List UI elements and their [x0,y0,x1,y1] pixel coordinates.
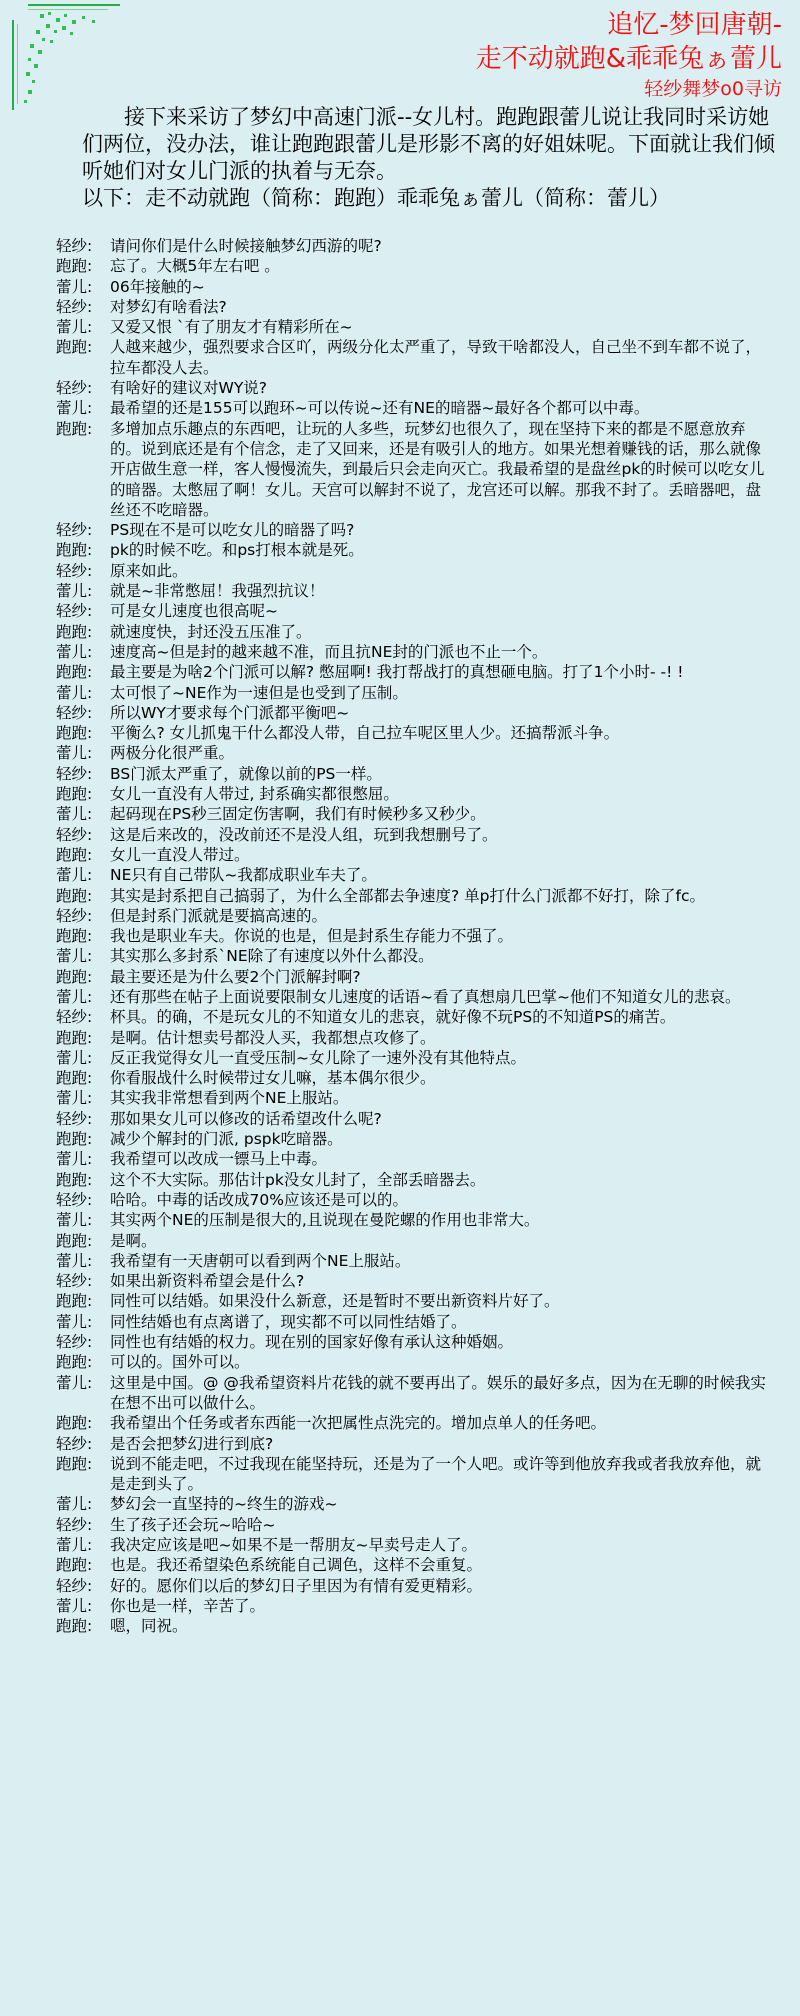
speaker-label: 轻纱: [56,521,93,540]
speaker-label: 蕾儿: [56,1048,93,1067]
speaker-label: 蕾儿: [56,1495,93,1514]
speaker-label: 轻纱: [56,602,93,621]
intro-paragraph [82,104,782,212]
dialogue-line [56,1434,776,1454]
dialogue-text: 反正我觉得女儿一直受压制~女儿除了一速外没有其他特点。 [110,1048,526,1067]
dialogue-line [56,1190,776,1210]
dialogue-text: 我希望可以改成一镖马上中毒。 [110,1150,328,1169]
dialogue-text: 你也是一样，辛苦了。 [110,1596,266,1615]
dialogue-text: 杯具。的确，不是玩女儿的不知道女儿的悲哀，就好像不玩PS的不知道PS的痛苦。 [110,1008,676,1027]
dialogue-line [56,378,776,398]
speaker-label: 跑跑: [56,541,93,560]
interviewer-credit: 轻纱舞梦o0寻访 [644,78,782,100]
dialogue-line [56,886,776,906]
dialogue-line [56,1413,776,1433]
dialogue-line [56,337,776,378]
dialogue-text: 同性可以结婚。如果没什么新意，还是暂时不要出新资料片好了。 [110,1292,560,1311]
dialogue-line [56,703,776,723]
dialogue-text: 梦幻会一直坚持的~终生的游戏~ [110,1495,338,1514]
speaker-label: 蕾儿: [56,866,93,885]
dialogue-text: 06年接触的~ [110,277,205,296]
dialogue-line [56,601,776,621]
dialogue-line [56,1028,776,1048]
dialogue-line [56,1271,776,1291]
dialogue-line [56,1251,776,1271]
dialogue-line [56,845,776,865]
dialogue-text: 女儿一直没人带过。 [110,845,250,864]
dialogue-text: 起码现在PS秒三固定伤害啊，我们有时候秒多又秒少。 [110,805,486,824]
dialogue-text: 我希望出个任务或者东西能一次把属性点洗完的。增加点单人的任务吧。 [110,1414,607,1433]
speaker-label: 蕾儿: [56,947,93,966]
speaker-label: 蕾儿: [56,1312,93,1331]
dialogue-line [56,317,776,337]
dialogue-text: 所以WY才要求每个门派都平衡吧~ [110,703,350,722]
speaker-label: 蕾儿: [56,582,93,601]
dialogue-text: PS现在不是可以吃女儿的暗器了吗? [110,521,355,540]
dialogue-line [56,926,776,946]
speaker-label: 蕾儿: [56,805,93,824]
dialogue-text: 两极分化很严重。 [110,744,235,763]
dialogue-text: 是啊。 [110,1231,157,1250]
dialogue-text: 有啥好的建议对WY说? [110,379,268,398]
speaker-label: 跑跑: [56,927,93,946]
speaker-label: 跑跑: [56,663,93,682]
speaker-label: 轻纱: [56,1008,93,1027]
speaker-label: 跑跑: [56,724,93,743]
dialogue-text: 女儿一直没有人带过, 封系确实都很憋屈。 [110,785,399,804]
dialogue-text: 嗯，同祝。 [110,1617,188,1636]
speaker-label: 跑跑: [56,622,93,641]
dialogue-text: 其实那么多封系`NE除了有速度以外什么都没。 [110,947,434,966]
dialogue-line [56,256,776,276]
speaker-label: 轻纱: [56,561,93,580]
dialogue-text: 同性也有结婚的权力。现在别的国家好像有承认这种婚姻。 [110,1333,514,1352]
speaker-label: 轻纱: [56,297,93,316]
speaker-label: 跑跑: [56,1170,93,1189]
dialogue-text: 可以的。国外可以。 [110,1353,250,1372]
title-line-1: 追忆-梦回唐朝- [607,10,782,40]
dialogue-line [56,1210,776,1230]
dialogue-text: 平衡么? 女儿抓鬼干什么都没人带，自己拉车呢区里人少。还搞帮派斗争。 [110,724,620,743]
interview-dialogue [56,236,776,1636]
header [0,0,800,110]
speaker-label: 蕾儿: [56,987,93,1006]
intro-abbreviations: 以下：走不动就跑（简称：跑跑）乖乖兔ぁ蕾儿（简称：蕾儿） [82,186,670,210]
speaker-label: 轻纱: [56,1515,93,1534]
speaker-label: 跑跑: [56,1292,93,1311]
dialogue-text: 就速度快，封还没五压准了。 [110,622,312,641]
dialogue-line [56,723,776,743]
dialogue-line [56,906,776,926]
dialogue-line [56,764,776,784]
dialogue-line [56,1494,776,1514]
dialogue-text: 好的。愿你们以后的梦幻日子里因为有情有爱更精彩。 [110,1576,483,1595]
dialogue-line [56,1007,776,1027]
dialogue-text: 最主要是为啥2个门派可以解? 憋屈啊! 我打帮战打的真想砸电脑。打了1个小时- -! ! [110,663,684,682]
speaker-label: 蕾儿: [56,1373,93,1392]
dialogue-line [56,1596,776,1616]
speaker-label: 轻纱: [56,1434,93,1453]
dialogue-line [56,1555,776,1575]
dialogue-text: 就是~非常憋屈！我强烈抗议！ [110,582,325,601]
speaker-label: 跑跑: [56,1231,93,1250]
dialogue-line [56,662,776,682]
speaker-label: 跑跑: [56,1130,93,1149]
dialogue-text: 可是女儿速度也很高呢~ [110,602,278,621]
dialogue-text: pk的时候不吃。和ps打根本就是死。 [110,541,364,560]
dialogue-text: 还有那些在帖子上面说要限制女儿速度的话语~看了真想扇几巴掌~他们不知道女儿的悲哀。 [110,987,741,1006]
dialogue-text: 请问你们是什么时候接触梦幻西游的呢? [110,237,382,255]
dialogue-text: NE只有自己带队~我都成职业车夫了。 [110,866,377,885]
dialogue-text: 这里是中国。@ @我希望资料片花钱的就不要再出了。娱乐的最好多点，因为在无聊的时候我实在想不出可以做什么。 [110,1373,766,1412]
speaker-label: 跑跑: [56,967,93,986]
speaker-label: 蕾儿: [56,399,93,418]
dialogue-line [56,1129,776,1149]
dialogue-line [56,1231,776,1251]
dialogue-line [56,1535,776,1555]
title-line-2: 走不动就跑&乖乖兔ぁ蕾儿 [475,44,782,74]
dialogue-line [56,622,776,642]
dialogue-line [56,1312,776,1332]
speaker-label: 跑跑: [56,1454,93,1473]
dialogue-text: 哈哈。中毒的话改成70%应该还是可以的。 [110,1190,408,1209]
speaker-label: 蕾儿: [56,1150,93,1169]
speaker-label: 轻纱: [56,237,93,255]
speaker-label: 蕾儿: [56,1536,93,1554]
dialogue-line [56,277,776,297]
speaker-label: 跑跑: [56,1069,93,1088]
dialogue-line [56,967,776,987]
dialogue-text: 其实是封系把自己搞弱了，为什么全部都去争速度? 单p打什么门派都不好打，除了fc。 [110,886,705,905]
speaker-label: 轻纱: [56,1190,93,1209]
dialogue-line [56,1149,776,1169]
dialogue-text: 对梦幻有啥看法? [110,297,227,316]
speaker-label: 跑跑: [56,1556,93,1575]
dialogue-line [56,1332,776,1352]
dialogue-text: 最希望的还是155可以跑环~可以传说~还有NE的暗器~最好各个都可以中毒。 [110,399,650,418]
speaker-label: 跑跑: [56,1353,93,1372]
dialogue-line [56,1515,776,1535]
dialogue-line [56,784,776,804]
dialogue-text: 人越来越少，强烈要求合区吖，两级分化太严重了，导致干啥都没人，自己坐不到车都不说了，拉车都没人去。 [110,338,762,377]
speaker-label: 轻纱: [56,1576,93,1595]
dialogue-text: 如果出新资料希望会是什么? [110,1272,305,1291]
dialogue-text: 是啊。估计想卖号都没人买，我都想点攻修了。 [110,1028,436,1047]
speaker-label: 跑跑: [56,419,93,438]
speaker-label: 蕾儿: [56,318,93,337]
dialogue-text: 生了孩子还会玩~哈哈~ [110,1515,276,1534]
dialogue-line [56,540,776,560]
dialogue-text: 你看服战什么时候带过女儿嘛，基本偶尔很少。 [110,1069,436,1088]
dialogue-text: 多增加点乐趣点的东西吧，让玩的人多些，玩梦幻也很久了，现在坚持下来的都是不愿意放弃的。说到底还是有个信念，走了又回来，还是有吸引人的地方。如果光想着赚钱的话，那么就像开店做生意一样，客人慢慢流失，到最后只会走向灭亡。我最希望的是盘丝pk的时候可以吃女儿的暗器。太憋屈了啊！女儿。天宫可以解封不说了，龙宫还可以解。那我不封了。丢暗器吧，盘丝还不吃暗器。 [110,419,765,519]
dialogue-line [56,865,776,885]
dialogue-line [56,743,776,763]
speaker-label: 蕾儿: [56,642,93,661]
dialogue-line [56,987,776,1007]
speaker-label: 蕾儿: [56,1251,93,1270]
dialogue-line [56,825,776,845]
dialogue-line [56,642,776,662]
speaker-label: 蕾儿: [56,1596,93,1615]
speaker-label: 轻纱: [56,764,93,783]
dialogue-text: 这是后来改的，没改前还不是没人组，玩到我想删号了。 [110,825,498,844]
dialogue-line [56,1373,776,1414]
speaker-label: 蕾儿: [56,744,93,763]
speaker-label: 跑跑: [56,785,93,804]
speaker-label: 轻纱: [56,825,93,844]
speaker-label: 跑跑: [56,1414,93,1433]
dialogue-text: 是否会把梦幻进行到底? [110,1434,274,1453]
dialogue-text: 但是封系门派就是要搞高速的。 [110,906,328,925]
speaker-label: 轻纱: [56,1333,93,1352]
dialogue-text: 又爱又恨 `有了朋友才有精彩所在~ [110,318,353,337]
dialogue-line [56,804,776,824]
speaker-label: 蕾儿: [56,683,93,702]
speaker-label: 跑跑: [56,257,93,276]
dialogue-text: 我也是职业车夫。你说的也是，但是封系生存能力不强了。 [110,927,514,946]
speaker-label: 轻纱: [56,906,93,925]
speaker-label: 轻纱: [56,703,93,722]
dialogue-line [56,1454,776,1495]
speaker-label: 轻纱: [56,1109,93,1128]
dialogue-line [56,398,776,418]
speaker-label: 跑跑: [56,845,93,864]
dialogue-text: 太可恨了~NE作为一速但是也受到了压制。 [110,683,408,702]
dialogue-text: 同性结婚也有点离谱了，现实都不可以同性结婚了。 [110,1312,467,1331]
dialogue-line [56,1352,776,1372]
dialogue-text: 也是。我还希望染色系统能自己调色，这样不会重复。 [110,1556,483,1575]
dialogue-line [56,1170,776,1190]
dialogue-line [56,946,776,966]
speaker-label: 蕾儿: [56,1211,93,1230]
dialogue-line [56,236,776,256]
dialogue-text: 我希望有一天唐朝可以看到两个NE上服站。 [110,1251,411,1270]
speaker-label: 蕾儿: [56,1089,93,1108]
dialogue-line [56,1088,776,1108]
dialogue-text: 减少个解封的门派, pspk吃暗器。 [110,1130,343,1149]
dialogue-line [56,1048,776,1068]
dialogue-text: 我决定应该是吧~如果不是一帮朋友~早卖号走人了。 [110,1536,477,1554]
dialogue-text: 其实我非常想看到两个NE上服站。 [110,1089,349,1108]
dialogue-line [56,581,776,601]
dialogue-text: 这个不大实际。那估计pk没女儿封了，全部丢暗器去。 [110,1170,486,1189]
speaker-label: 跑跑: [56,338,93,357]
dialogue-text: 那如果女儿可以修改的话希望改什么呢? [110,1109,382,1128]
dialogue-line [56,419,776,520]
intro-text: 接下来采访了梦幻中高速门派--女儿村。跑跑跟蕾儿说让我同时采访她们两位，没办法，谁让跑跑跟蕾儿是形影不离的好姐妹呢。下面就让我们倾听她们对女儿门派的执着与无奈。 [82,105,775,183]
speaker-label: 跑跑: [56,1028,93,1047]
title-block [476,8,782,102]
dialogue-text: BS门派太严重了，就像以前的PS一样。 [110,764,382,783]
speaker-label: 跑跑: [56,1617,93,1636]
dialogue-line [56,1291,776,1311]
dialogue-text: 其实两个NE的压制是很大的,且说现在曼陀螺的作用也非常大。 [110,1211,540,1230]
speaker-label: 轻纱: [56,1272,93,1291]
dialogue-text: 速度高~但是封的越来越不准，而且抗NE封的门派也不止一个。 [110,642,548,661]
dialogue-text: 说到不能走吧，不过我现在能坚持玩，还是为了一个人吧。或许等到他放弃我或者我放弃他，就是走到头了。 [110,1454,762,1494]
dialogue-text: 最主要还是为什么要2个门派解封啊? [110,967,361,986]
speaker-label: 跑跑: [56,886,93,905]
speaker-label: 蕾儿: [56,277,93,296]
dialogue-line [56,683,776,703]
dialogue-text: 原来如此。 [110,561,188,580]
dialogue-line [56,297,776,317]
dialogue-line [56,1576,776,1596]
dialogue-line [56,1068,776,1088]
dialogue-line [56,561,776,581]
dialogue-line [56,1109,776,1129]
dialogue-line [56,1616,776,1636]
green-corner-decoration-icon [0,0,120,110]
dialogue-text: 忘了。大概5年左右吧 。 [110,257,280,276]
speaker-label: 轻纱: [56,379,93,398]
dialogue-line [56,520,776,540]
